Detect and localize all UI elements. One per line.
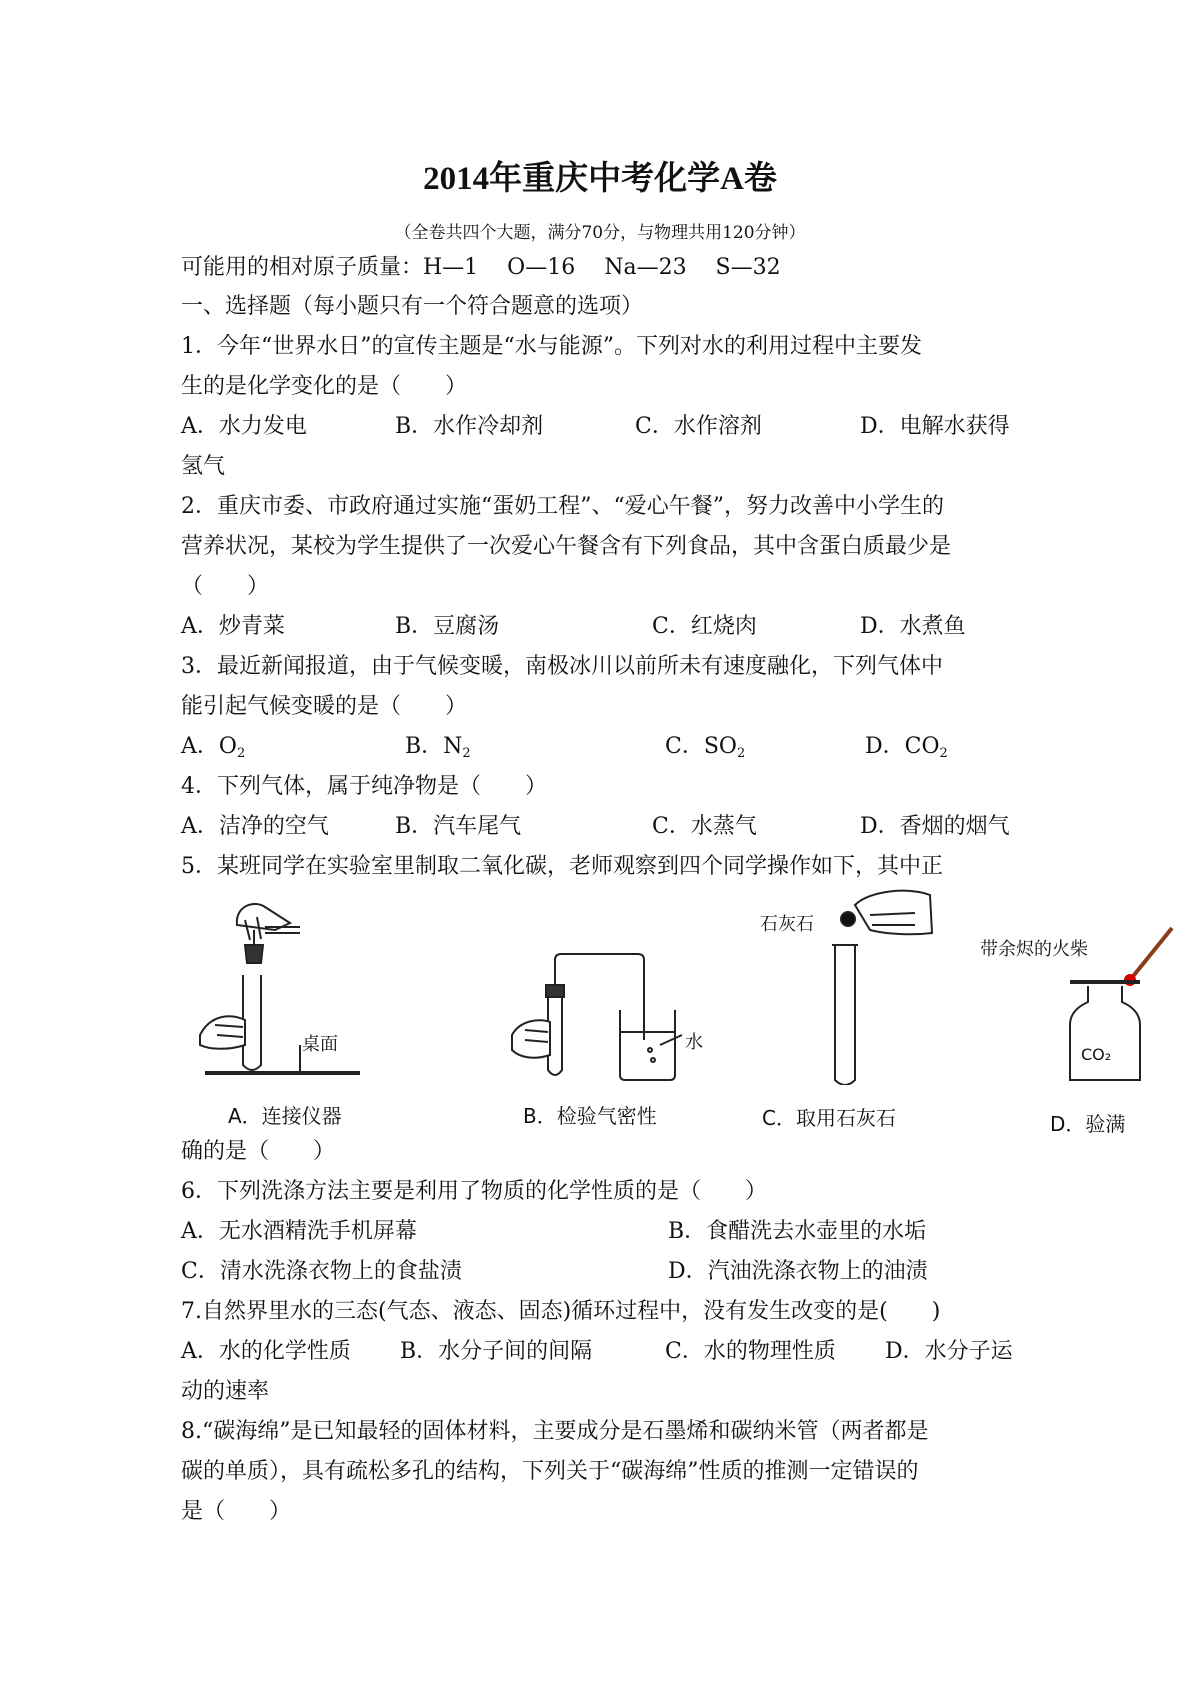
q3-line1: 3．最近新闻报道，由于气候变暖，南极冰川以前所未有速度融化，下列气体中 — [181, 654, 943, 679]
q1-option-d: D．电解水获得 — [860, 414, 1010, 439]
q2-option-b: B．豆腐汤 — [395, 614, 500, 639]
q2-line3: （ ） — [181, 574, 270, 599]
q5-line1: 5．某班同学在实验室里制取二氧化碳，老师观察到四个同学操作如下，其中正 — [181, 854, 943, 879]
figure-a-desk-label: 桌面 — [302, 1034, 338, 1055]
figure-d-match-label: 带余烬的火柴 — [980, 939, 1088, 960]
q7-line1: 7.自然界里水的三态(气态、液态、固态)循环过程中，没有发生改变的是( ) — [181, 1299, 941, 1324]
q2-option-c: C．红烧肉 — [652, 614, 757, 639]
q4-option-c: C．水蒸气 — [652, 814, 757, 839]
figure-a-connect-apparatus — [195, 895, 365, 1085]
q3-option-c: C．$SO_2$ — [665, 734, 746, 761]
figure-b-caption: B．检验气密性 — [523, 1104, 657, 1128]
q7-option-b: B．水分子间的间隔 — [400, 1339, 593, 1364]
figure-c-taking-limestone — [820, 885, 935, 1085]
figure-c-limestone-label: 石灰石 — [760, 914, 814, 935]
q2-line2: 营养状况，某校为学生提供了一次爱心午餐含有下列食品，其中含蛋白质最少是 — [181, 534, 952, 559]
q8-line1: 8.“碳海绵”是已知最轻的固体材料，主要成分是石墨烯和碳纳米管（两者都是 — [181, 1419, 929, 1444]
q3-option-d: D．$CO_2$ — [865, 734, 948, 761]
q2-line1: 2．重庆市委、市政府通过实施“蛋奶工程”、“爱心午餐”，努力改善中小学生的 — [181, 494, 944, 519]
q7-option-a: A．水的化学性质 — [181, 1339, 351, 1364]
q5-line2: 确的是（ ） — [181, 1139, 336, 1164]
q3-line2: 能引起气候变暖的是（ ） — [181, 694, 468, 719]
q1-option-c: C．水作溶剂 — [635, 414, 762, 439]
q2-option-d: D．水煮鱼 — [860, 614, 966, 639]
q4-option-a: A．洁净的空气 — [181, 814, 329, 839]
atomic-masses: 可能用的相对原子质量：H—1 O—16 Na—23 S—32 — [181, 255, 781, 280]
q6-line1: 6．下列洗涤方法主要是利用了物质的化学性质的是（ ） — [181, 1179, 767, 1204]
q6-option-c: C．清水洗涤衣物上的食盐渍 — [181, 1259, 462, 1284]
q2-option-a: A．炒青菜 — [181, 614, 285, 639]
figure-a-caption: A．连接仪器 — [228, 1104, 342, 1128]
figure-d-caption: D．验满 — [1050, 1112, 1126, 1136]
q4-option-b: B．汽车尾气 — [395, 814, 522, 839]
exam-title: 2014年重庆中考化学A卷 — [423, 161, 777, 197]
q1-option-d-cont: 氢气 — [181, 454, 226, 479]
q7-option-d: D．水分子运 — [885, 1339, 1013, 1364]
q1-line1: 1．今年“世界水日”的宣传主题是“水与能源”。下列对水的利用过程中主要发 — [181, 334, 922, 359]
q3-option-a: A．$O_2$ — [181, 734, 246, 761]
q6-option-d: D．汽油洗涤衣物上的油渍 — [668, 1259, 928, 1284]
figure-b-airtightness-check — [510, 950, 700, 1085]
q1-line2: 生的是化学变化的是（ ） — [181, 374, 468, 399]
q1-option-b: B．水作冷却剂 — [395, 414, 544, 439]
figure-c-caption: C．取用石灰石 — [762, 1106, 896, 1130]
section-heading: 一、选择题（每小题只有一个符合题意的选项） — [181, 294, 644, 319]
q6-option-b: B．食醋洗去水壶里的水垢 — [668, 1219, 927, 1244]
q7-option-c: C．水的物理性质 — [665, 1339, 836, 1364]
figure-b-water-label: 水 — [685, 1032, 703, 1053]
q4-option-d: D．香烟的烟气 — [860, 814, 1010, 839]
q7-option-d-cont: 动的速率 — [181, 1379, 270, 1404]
q8-line3: 是（ ） — [181, 1499, 292, 1524]
exam-subtitle: （全卷共四个大题，满分70分，与物理共用120分钟） — [394, 223, 806, 243]
q3-option-b: B．$N_2$ — [405, 734, 471, 761]
q4-line1: 4．下列气体，属于纯净物是（ ） — [181, 774, 547, 799]
figure-d-bottle-label: CO₂ — [1081, 1045, 1112, 1064]
q6-option-a: A．无水酒精洗手机屏幕 — [181, 1219, 417, 1244]
q8-line2: 碳的单质），具有疏松多孔的结构，下列关于“碳海绵”性质的推测一定错误的 — [181, 1459, 919, 1484]
q1-option-a: A．水力发电 — [181, 414, 307, 439]
